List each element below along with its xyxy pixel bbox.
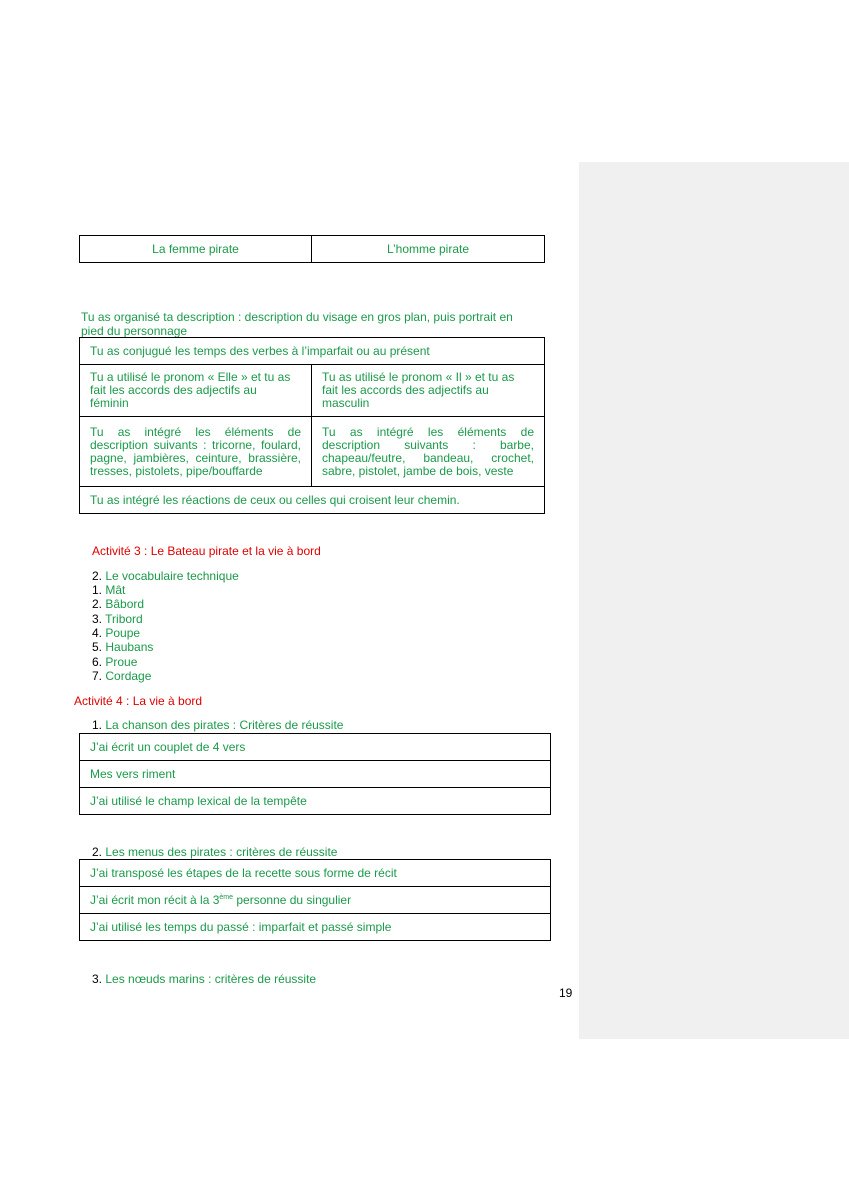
criteria-intro-line2: pied du personnage (81, 324, 188, 338)
criteria-text-line: sabre, pistolet, jambe de bois, veste (322, 463, 514, 478)
list-number: 5. (92, 640, 103, 654)
criteria-text-line: description suivants : barbe, (322, 437, 534, 452)
section-title: Les menus des pirates : critères de réussite (105, 845, 338, 859)
criteria-elements-homme (312, 417, 545, 487)
table-header-homme: L’homme pirate (312, 236, 545, 263)
criteria-row: J’ai utilisé les temps du passé : imparfait et passé simple (80, 914, 551, 941)
criteria-text-line: tresses, pistolets, pipe/bouffarde (90, 463, 263, 478)
list-number: 2. (92, 845, 103, 859)
criteria-row (80, 887, 551, 914)
list-item (92, 655, 137, 669)
list-item (92, 597, 144, 611)
activite4-title: Activité 4 : La vie à bord (74, 694, 203, 708)
list-text: Tribord (105, 612, 143, 626)
list-number: 6. (92, 655, 103, 669)
criteria-text-line: pagne, jambières, ceinture, brassière, (90, 450, 301, 465)
criteria-intro (81, 310, 551, 338)
table-header-femme: La femme pirate (80, 236, 312, 263)
list-text: Bâbord (105, 597, 145, 611)
comment-pane (579, 162, 849, 1039)
criteria-text-line: chapeau/feutre, bandeau, crochet, (322, 450, 534, 465)
criteria-text-line: masculin (322, 396, 370, 410)
list-text: Le vocabulaire technique (105, 569, 239, 583)
list-number: 1. (92, 718, 103, 732)
section-heading (92, 718, 343, 732)
page-number: 19 (559, 986, 573, 1000)
criteria-row: Mes vers riment (80, 761, 551, 788)
section-heading (92, 972, 316, 986)
list-item (92, 626, 140, 640)
list-number: 3. (92, 972, 103, 986)
list-number: 7. (92, 669, 103, 683)
criteria-text-line: Tu a utilisé le pronom « Elle » et tu as (90, 370, 291, 384)
superscript: ème (219, 893, 234, 901)
list-item (92, 612, 143, 626)
criteria-pronom-il (312, 365, 545, 417)
criteria-text-line: féminin (90, 396, 129, 410)
section-title: Les nœuds marins : critères de réussite (105, 972, 317, 986)
list-number: 4. (92, 626, 103, 640)
criteria-row-conjugaison: Tu as conjugué les temps des verbes à l’imparfait ou au présent (80, 338, 545, 365)
list-text: Poupe (105, 626, 141, 640)
section-heading (92, 845, 337, 859)
list-number: 2. (92, 597, 103, 611)
criteria-elements-femme (80, 417, 312, 487)
list-item (92, 569, 239, 583)
list-text: Cordage (105, 669, 152, 683)
list-text: Haubans (105, 640, 154, 654)
criteria-pronom-elle (80, 365, 312, 417)
list-text: Proue (105, 655, 138, 669)
criteria-row: J’ai transposé les étapes de la recette sous forme de récit (80, 860, 551, 887)
criteria-text-line: fait les accords des adjectifs au (90, 383, 257, 397)
criteria-text-line: Tu as intégré les éléments de (322, 424, 534, 439)
chanson-criteria-table (79, 733, 551, 815)
list-text: Mât (105, 583, 126, 597)
list-item (92, 640, 153, 654)
criteria-row-reactions: Tu as intégré les réactions de ceux ou celles qui croisent leur chemin. (80, 487, 545, 514)
criteria-text-line: Tu as intégré les éléments de (90, 424, 301, 439)
list-item (92, 669, 151, 683)
criteria-table (79, 337, 545, 514)
list-number: 1. (92, 583, 103, 597)
criteria-text-line: description suivants : tricorne, foulard, (90, 437, 301, 452)
list-item (92, 583, 125, 597)
criteria-text-part: J’ai écrit mon récit à la 3 (90, 892, 220, 907)
criteria-row: J’ai écrit un couplet de 4 vers (80, 734, 551, 761)
list-number: 3. (92, 612, 103, 626)
section-title: La chanson des pirates : Critères de réussite (105, 718, 344, 732)
list-number: 2. (92, 569, 103, 583)
criteria-intro-line1: Tu as organisé ta description : description du visage en gros plan, puis portrait en (81, 310, 513, 324)
criteria-row: J’ai utilisé le champ lexical de la tempête (80, 788, 551, 815)
comparison-table (79, 235, 545, 263)
criteria-text-line: fait les accords des adjectifs au (322, 383, 489, 397)
criteria-text-line: Tu as utilisé le pronom « Il » et tu as (322, 370, 515, 384)
activite3-title: Activité 3 : Le Bateau pirate et la vie à bord (92, 544, 321, 558)
menus-criteria-table (79, 859, 551, 941)
criteria-text-part: personne du singulier (233, 892, 352, 907)
